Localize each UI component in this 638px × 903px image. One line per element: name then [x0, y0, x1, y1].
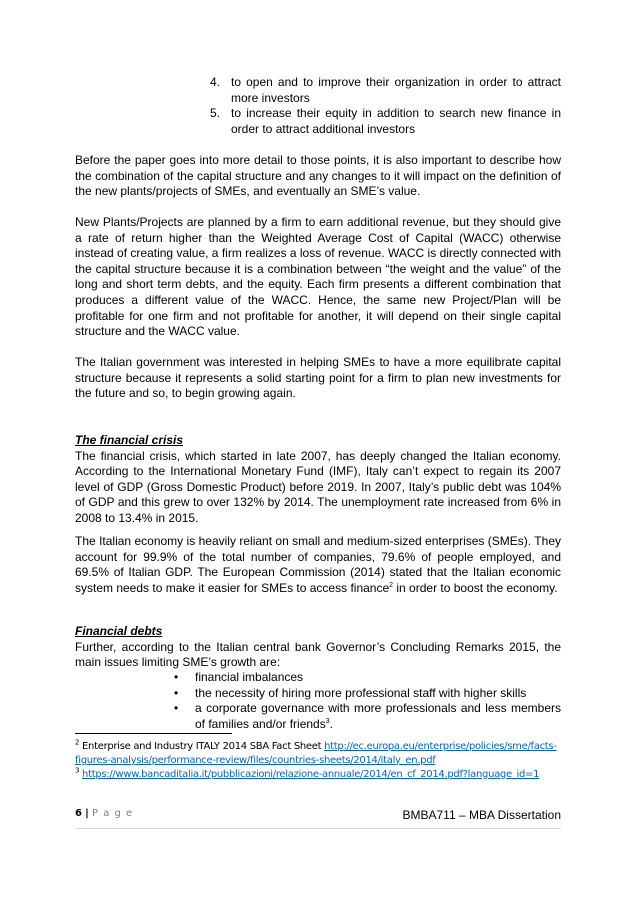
footnote-divider [75, 733, 232, 734]
bullet-icon: • [174, 670, 179, 684]
paragraph-text [75, 534, 561, 596]
page-word: P a g e [92, 808, 134, 819]
footnote-ref[interactable]: 3 [325, 717, 330, 725]
paragraph-text: New Plants/Projects are planned by a firm to earn additional revenue, but they should give a rate of return higher than the Weighted Average Cost of Capital (WACC) otherwise instead of creating value, a firm realizes a loss of revenue. WACC is directly connected with the capital structure because it is a combination between “the weight and the value” of the long and short term debts, and the equity. Each firm presents a different combination that produces a different value of the WACC. Hence, the same new Project/Plan will be profitable for one firm and not profitable for another, it will depend on their single capital structure and the WACC value. [75, 215, 561, 339]
list-item-text: financial imbalances [195, 670, 304, 684]
section-heading: Financial debts [75, 624, 163, 638]
footnotes [75, 740, 565, 781]
numbered-list [210, 75, 561, 137]
list-item-text: to increase their equity in addition to search new finance in order to attract additional investors [231, 106, 561, 136]
list-number: 5. [210, 106, 221, 121]
list-item-end: . [329, 716, 333, 731]
paragraph-text-main: The Italian economy is heavily reliant on small and medium-sized enterprises (SMEs). They account for 99.9% of the total number of companies, 79.6% of people employed, and 69.5% of Italian GDP. The European Commission (2014) stated that the Italian economic system needs to make it easier for SMEs to access finance [75, 534, 561, 595]
list-item [165, 686, 561, 702]
list-number: 4. [210, 75, 221, 89]
section-financial-crisis [75, 433, 561, 527]
list-item [165, 670, 561, 686]
paragraph-italian-economy [75, 534, 561, 596]
list-item [165, 701, 561, 732]
paragraph-government [75, 355, 561, 402]
list-item-text: to open and to improve their organization in order to attract more investors [231, 75, 561, 105]
page-number [75, 808, 133, 819]
page-number-separator: | [85, 808, 89, 819]
bullet-icon: • [174, 701, 179, 716]
paragraph-text: The financial crisis, which started in late 2007, has deeply changed the Italian economy. According to the International Monetary Fund (IMF), Italy can’t expect to regain its 2007 level of GDP (Gross Domestic Product) before 2019. In 2007, Italy’s public debt was 104% of GDP and this grew to over 132% by 2014. The unemployment rate increased from 6% in 2008 to 13.4% in 2015. [75, 448, 561, 525]
page-footer [75, 808, 561, 824]
footnote-number: 3 [75, 766, 80, 775]
paragraph-text: Further, according to the Italian central bank Governor’s Concluding Remarks 2015, the main issues limiting SME’s growth are: [75, 639, 561, 670]
paragraph-text: The Italian government was interested in helping SMEs to have a more equilibrate capital structure because it represents a solid starting point for a firm to plan new investments for the future and so, to begin growing again. [75, 355, 561, 401]
list-item [210, 75, 561, 106]
footer-divider [75, 828, 561, 829]
page-number-value: 6 [75, 808, 82, 819]
list-item [210, 106, 561, 137]
footnote-label: Enterprise and Industry ITALY 2014 SBA Fact Sheet [79, 741, 325, 752]
bullet-icon: • [174, 685, 179, 700]
list-item-text: a corporate governance with more professionals and less members of families and/or friends [195, 701, 561, 731]
document-title: BMBA711 – MBA Dissertation [402, 808, 561, 822]
footnote [75, 740, 565, 768]
list-item-text: the necessity of hiring more professional staff with higher skills [195, 685, 527, 700]
section-heading: The financial crisis [75, 433, 184, 447]
paragraph-wacc [75, 215, 561, 340]
footnote-link[interactable]: http://ec.europa.eu/enterprise/policies/sme/facts-figures-analysis/performance-review/files/countries-sheets/2014/italy_en.pdf [75, 741, 557, 766]
footnote-ref[interactable]: 2 [389, 581, 394, 589]
footnote-link[interactable]: https://www.bancaditalia.it/pubblicazioni/relazione-annuale/2014/en_cf_2014.pdf?language_id=1 [82, 768, 540, 780]
paragraph-capital-structure [75, 153, 561, 200]
footnote [75, 768, 565, 782]
footnote-number: 2 [75, 738, 80, 747]
bullet-list [165, 670, 561, 732]
paragraph-text: Before the paper goes into more detail to those points, it is also important to describe how the combination of the capital structure and any changes to it will impact on the definition of the new plants/projects of SMEs, and eventually an SME’s value. [75, 153, 561, 199]
section-financial-debts [75, 624, 561, 671]
paragraph-text-end: in order to boost the economy. [393, 580, 558, 595]
